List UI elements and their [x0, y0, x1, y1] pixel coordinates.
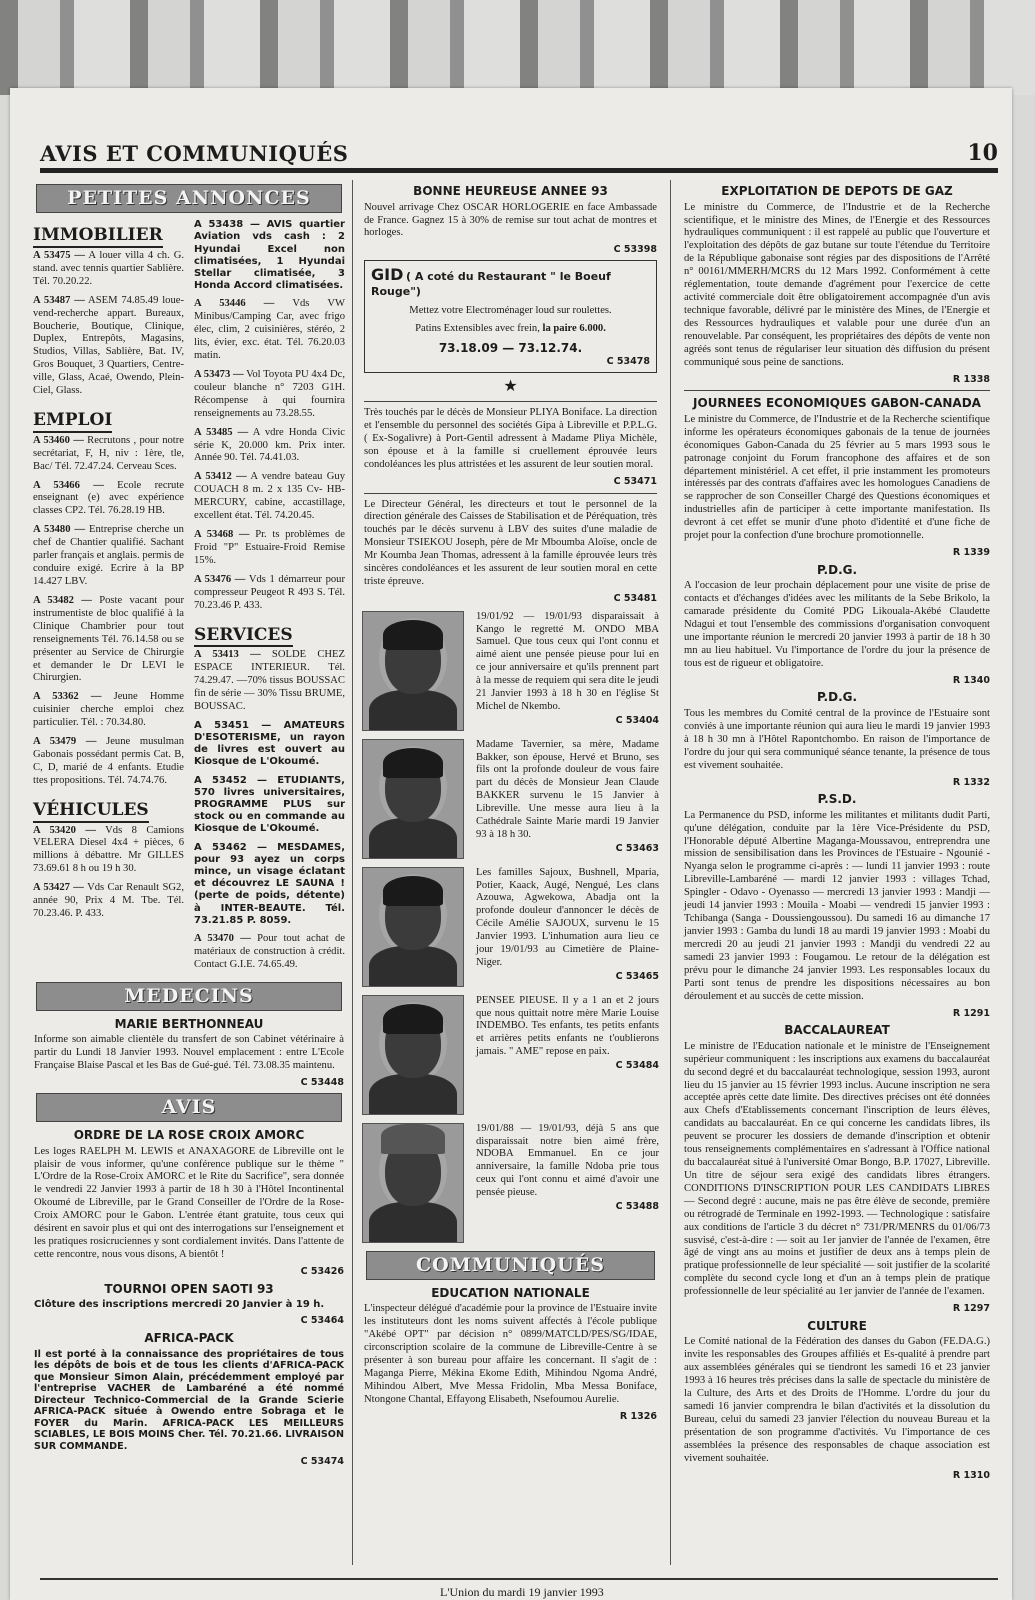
bac-ref: R 1297	[952, 1303, 990, 1315]
obituaries	[358, 611, 663, 1243]
ad-text: Vds Car Renault SG2, année 90, Prix 4 M. Tbe. Tél. 70.23.46. P. 433.	[33, 882, 184, 920]
gid-line-1: Mettez votre Electroménager loud sur roulettes.	[409, 304, 612, 316]
obituary-text-block	[464, 995, 659, 1115]
classified-ad	[194, 471, 345, 523]
section-communiques: COMMUNIQUÉS	[366, 1251, 655, 1280]
classified-ad	[194, 842, 345, 927]
classifieds-right	[189, 219, 350, 978]
classified-ad	[194, 369, 345, 421]
ad-text: Pour tout achat de matériaux de construction à crédit. Contact G.I.E. 74.65.49.	[194, 932, 345, 970]
obituary	[362, 1123, 659, 1243]
education-title: EDUCATION NATIONALE	[431, 1285, 590, 1300]
divider	[364, 401, 657, 402]
ad-text: ETUDIANTS, 570 livres universitaires, PROGRAMME PLUS sur stock ou en commande au Kiosque de L'Okoumé.	[194, 774, 345, 835]
gid-line-2-text: Patins Extensibles avec frein,	[415, 322, 543, 334]
classified-ad	[33, 524, 184, 589]
portrait-photo	[362, 611, 464, 731]
gaz-text: Le ministre du Commerce, de l'Industrie et de la Recherche scientifique, et le ministre des Mines, de l'Energie et des Ressources hydrauliques communiquent : il est rappelé au public que l'ouverture et l'exploitation des dépôts de gaz butane sur toute l'étendue du Territoire de la République gabonaise sont régies par des dispositions de l'Arrêté n° 00161/MMERH/MCRS du 12 Mars 1992. Conformément à cette réglementation, toute demande d'agrément pour l'exercice de cette activité commerciale doit être obligatoirement accompagnée d'un avis technique favorable, délivré par le ministère des Mines, de l'Energie et des Ressources hydrauliques et valable pour une durée d'un an renouvelable. Par conséquent, les propriétaires des dépôts de vente non agréés sont tenus de régulariser leur situation dès diffusion du présent communiqué sous peine de sanctions.	[684, 201, 990, 368]
ad-text: A vdre Honda Civic série K, 20.000 km. Prix inter. Année 90. Tél. 74.41.03.	[194, 426, 345, 464]
ad-text: A vendre bateau Guy COUACH 8 m. 2 x 135 Cv- HB- MERCURY, cabine, accastillage, excellent état. Tél. 74.20.45.	[194, 471, 345, 522]
journees-text: Le ministre du Commerce, de l'Industrie et de la Recherche scientifique informe les opérateurs économiques gabonais de la tenue de journées économiques Gabon-Canada du 25 février au 5 mars 1993 sous le patronage conjoint du Forum francophone des affaires et de son département ministériel. A cet effet, il prie instamment les promoteurs intéressés par des contrats d'affaires avec les homologues Canadiens de se rapprocher de son Conseiller Chargé des Questions économiques et industrielles afin de participer à cette importante manifestation. Ils devront à cet effet se munir d'une photo d'identité et d'une fiche de projet pour la confection d'une brochure promotionnelle.	[684, 413, 990, 542]
gid-price: la paire 6.000.	[542, 322, 606, 334]
classified-ad	[33, 435, 184, 474]
ad-code: A 53476 —	[194, 573, 246, 585]
obituary-ref: C 53484	[615, 1060, 659, 1072]
ad-code: A 53438 —	[194, 219, 260, 231]
tournoi-text: Clôture des inscriptions mercredi 20 Janvier à 19 h.	[34, 1299, 325, 1311]
ad-text: Vds VW Minibus/Camping Car, avec frigo élec, clim, 2 cuisinières, stéréo, 2 lits, évier, exc. état. Tél. 76.20.03 matin.	[194, 298, 345, 361]
classified-ad	[33, 825, 184, 877]
section-petites-annonces: PETITES ANNONCES	[36, 184, 342, 213]
column-right	[678, 180, 996, 1481]
caisse-ref: C 53481	[613, 593, 657, 605]
pdg2-ref: R 1332	[952, 776, 990, 788]
rose-croix-ref: C 53426	[300, 1265, 344, 1277]
journees-title: JOURNEES ECONOMIQUES GABON-CANADA	[693, 396, 981, 411]
page-number: 10	[967, 140, 998, 166]
category-vehicules: VÉHICULES	[33, 800, 149, 823]
medecins-text: Informe son aimable clientèle du transfert de son Cabinet vétérinaire à partir du Lundi 18 Janvier 1993. Nouvel emplacement : entre L'Ecole Française Blaise Pascal et les Bas de Gué-gué. Tél. 73.08.35 maintenu.	[34, 1034, 344, 1072]
classified-ad	[33, 736, 184, 788]
immobilier-list	[33, 250, 184, 398]
ad-text: A louer villa 4 ch. G. stand. avec tennis quartier Sablière. Tél. 70.20.22.	[33, 249, 184, 287]
emploi-list	[33, 435, 184, 788]
ad-code: A 53466 —	[33, 479, 104, 491]
ad-code: A 53487 —	[33, 294, 85, 306]
classified-ad	[194, 219, 345, 292]
star-icon: ★	[503, 377, 518, 395]
portrait-photo	[362, 867, 464, 987]
portrait-photo	[362, 995, 464, 1115]
ad-text: ASEM 74.85.49 loue-vend-recherche appart. Bureaux, Boucherie, Boutique, Clinique, Duplex, Entrepôts, Magasins, Studios, Villas, Sablière, Bat. IV, Gros Bouquet, 3 Quartiers, Centre-ville, Glass, Acaé, Owendo, Plein-Ciel, Glass.	[33, 294, 184, 397]
education-text: L'inspecteur délégué d'académie pour la province de l'Estuaire invite les instituteurs dont les noms suivent affectés à l'école publique "Akébé OPT" par décision n° 0899/MATCLD/PES/SG/IDAE, circonscription scolaire de la commune de Libreville-Centre à se présenter à son bureau pour affaire les concernant. Il s'agit de : Maganga Pierre, Mékina Ekome Edith, Mihindou Ngoma André, Mihindou Albert, Mve Messa Fridolin, Mba Messa Boniface, Ntongone Chantal, Effayong Elisabeth, Nsefoumou Aurelie.	[364, 1303, 657, 1405]
ad-code: A 53412 —	[194, 471, 247, 483]
section-medecins: MEDECINS	[36, 982, 342, 1011]
vehicle-ads-list	[194, 219, 345, 612]
divider	[684, 390, 990, 391]
classified-ad	[33, 882, 184, 921]
gid-phone: 73.18.09 — 73.12.74.	[438, 340, 583, 355]
ad-code: A 53420 —	[33, 824, 96, 836]
classified-ad	[194, 298, 345, 363]
gid-subtitle: ( A coté du Restaurant " le Boeuf Rouge")	[371, 269, 611, 298]
bonne-annee-ref: C 53398	[613, 244, 657, 256]
pdg2-title: P.D.G.	[816, 690, 858, 705]
ad-text: Poste vacant pour instrumentiste de bloc qualifié à la Clinique Chambrier pour tout renseignements Tél. 76.14.58 ou se présenter au Service de Chirurgie et demander le Dr LEVI le Chirurgien.	[33, 594, 184, 684]
obituary-text: PENSEE PIEUSE. Il y a 1 an et 2 jours que nous quittait notre mère Marie Louise INDEMBO. Tes enfants, tes petits enfants et arrières petits enfants ne t'oublierons jamais. " AME" repose en paix.	[476, 994, 659, 1058]
pdg2-text: Tous les membres du Comité central de la province de l'Estuaire sont conviés à une importante réunion qui aura lieu le mardi 19 janvier 1993 à 18 h 30 mn à l'Hôtel Rapontchombo. En raison de l'importance de l'ordre du jour qui sera communiqué séance tenante, la présence de tous est vivement souhaitée.	[684, 707, 990, 771]
psd-text: La Permanence du PSD, informe les militantes et militants dudit Parti, qu'une délégation, conduite par la 1ère Vice-Présidente du PSD, l'Honorable député Albertine Maganga-Moussavou, entreprendra une mission de sensibilisation dans les Provinces de l'Estuaire - Ngounié - Nyanga selon le programme ci-après : — lundi 11 janvier 1993 : route Libreville-Lambaréné — mardi 12 janvier 1993 : villages Tchad, Spingler - Odavo - Oyenasso — mercredi 13 janvier 1993 : Mandji — jeudi 14 janvier 1993 : Mouila - Moabi — vendredi 15 janvier 1993 : Tchibanga (Sanga - Doussiengoussou). Du samedi 16 au dimanche 17 janvier 1993 : Gamba du lundi 18 au mardi 19 janvier 1993 : Moabi du mercredi 20 au jeudi 21 janvier 1993 : Mandji du vendredi 22 au samedi 23 janvier 1993 : Fougamou. Le retour de la délégation est prévu pour le dimanche 24 janvier 1993. Les responsables locaux du Parti sont tenus de prendre les dispositions nécessaires au bon déroulement et au succès de cette mission.	[684, 809, 990, 1002]
bac-text: Le ministre de l'Education nationale et le ministre de l'Enseignement supérieur communiquent : les inscriptions aux examens du baccalauréat du second degré et du baccalauréat technologique, session 1993, auront lieu du 15 janvier au 15 février 1993 inclus. Aucune inscription ne sera acceptée après cette date limite. Des directives précises ont été données aux Chefs d'Etablissements concernant l'inscription de leurs élèves, candidats au baccalauréat. En ce qui concerne les candidats libres, ils peuvent se procurer les dossiers de demande d'inscription et obtenir tous renseignements complémentaires en s'adressant à l'Office national du baccalauréat situé à l'université Omar Bongo, B.P. 17027, Libreville. Un titre de séjour sera exigé des candidats libres étrangers. CONDITIONS D'INSCRIPTION POUR LES CANDIDATS LIBRES — Second degré : aucune, mais ne pas être élève de seconde, première ou rétrogradé de Terminale en 1992-1993. — Technologique : satisfaire aux conditions de l'article 3 du décret n° 731/PR/MENRS du 01/06/73 susvisé, c'est-à-dire : — soit au 1er janvier de l'année de l'examen, être âgé de vingt ans au moins et justifier de deux ans à temps plein de pratique professionnelle de leur spécialité — soit justifier de la scolarité complète du second cycle long et d'un an à temps plein de pratique professionnelle de leur spécialité au 1er janvier de l'année de l'examen.	[684, 1040, 990, 1298]
ad-code: A 53427 —	[33, 882, 84, 894]
gaz-title: EXPLOITATION DE DEPOTS DE GAZ	[721, 184, 953, 198]
rose-croix-text: Les loges RAELPH M. LEWIS et ANAXAGORE de Libreville ont le plaisir de vous informer, qu'une conférence publique sur le thème " L'Ordre de la Rose-Croix AMORC et le Rite du Sacrifice", sera donnée le vendredi 22 Janvier 1993 à partir de 18 h 30 à l'Hôtel Incontinental Okoumé de Libreville, par le Grand Conseiller de l'Ordre de la Rose-Croix AMORC pour le Gabon. L'entrée étant gratuite, tous ceux qui désirent en savoir plus et qui ont des interrogations sur l'enseignement et les pratiques rosicruciennes y sont cordialement invités. Dans l'attente de cette rencontre, nous vous disons, A bientôt !	[34, 1145, 344, 1260]
ad-text: AVIS quartier Aviation vds cash : 2 Hyundai Excel non climatisées, 1 Hyundai Stellar climatisée, 3 Honda Accord climatisées.	[194, 219, 345, 292]
ad-code: A 53473 —	[194, 368, 244, 380]
divider	[364, 493, 657, 494]
obituary-text: Madame Tavernier, sa mère, Madame Bakker, son épouse, Hervé et Bruno, ses fils ont la profonde douleur de vous faire part du décès de Monsieur Jean Claude BAKKER survenu le 15 Janvier à Libreville. Une messe aura lieu à la Cathédrale Sainte Marie mardi 19 Janvier 93 à 18 h 30.	[476, 738, 659, 841]
pliya-ref: C 53471	[613, 475, 657, 487]
ad-code: A 53462 —	[194, 841, 267, 853]
ad-text: MESDAMES, pour 93 ayez un corps mince, un visage éclatant et découvrez LE SAUNA ! (perte de poids, détente) à INTER-BEAUTE. Tél. 73.21.85 P. 8059.	[194, 841, 345, 926]
ad-text: Vds 1 démarreur pour compresseur Peugeot R 493 S. Tél. 70.23.46 P. 433.	[194, 573, 345, 611]
obituary-ref: C 53404	[615, 714, 659, 726]
category-services: SERVICES	[194, 625, 293, 648]
ad-text: AMATEURS D'ESOTERISME, un rayon de livres est ouvert au Kiosque de L'Okoumé.	[194, 719, 346, 768]
obituary-text-block	[464, 1123, 659, 1243]
portrait-photo	[362, 1123, 464, 1243]
ad-code: A 53480 —	[33, 524, 86, 536]
ad-text: Ecole recrute enseignant (e) avec expérience classes CP2. Tél. 76.28.19 HB.	[33, 479, 184, 517]
ad-code: A 53460 —	[33, 434, 84, 446]
pdg1-text: A l'occasion de leur prochain déplacement pour une visite de prise de contacts et d'échanges d'idées avec les militants de la Sebe Brikolo, la camarade présidente du Comité PDG Likouala-Akébé Claudette Ndagui et tout l'ensemble des commissions d'organisation convoquent une importante réunion le mercredi 20 janvier 1993 à partir de 18 h 30 mn au lieu habituel. Vu l'importance de l'ordre du jour la présence de tous est de rigueur et obligatoire.	[684, 580, 990, 669]
background-stripes	[0, 0, 1035, 95]
footer-rule	[40, 1578, 998, 1580]
column-left	[28, 180, 350, 1468]
obituary-text: Les familles Sajoux, Bushnell, Mparia, Potier, Kaack, Augé, Nengué, Les clans Azouwa, Agwekowa, Abadja ont la profonde douleur d'annoncer le décès de Cécile Amélie SAJOUX, survenu le 15 Janvier 1993. L'inhumation aura lieu ce jour 19/01/93 au Cimetière de Plaine-Niger.	[476, 866, 659, 969]
classified-ad	[194, 775, 345, 836]
column-divider	[670, 180, 671, 1565]
psd-title: P.S.D.	[817, 792, 857, 807]
ad-code: A 53452 —	[194, 774, 268, 786]
culture-text: Le Comité national de la Fédération des danses du Gabon (FE.DA.G.) invite les responsables des Groupes affiliés et Es-qualité à prendre part aux assemblées générales qui se tiendront les samedi 16 et 23 janvier 1993 à 16 heures très précises dans la salle de spectacle du ministère de la Culture, des Arts et des Droits de l'Homme. L'ordre du jour du samedi 16 janvier comprendra le bilan d'activités et la dissolution du Bureau, celui du samedi 23 janvier l'élection du nouveau Bureau et la présentation de son programme d'activités. Vu l'importance de ces assemblées la présence des responsables de chaque association est vivement souhaitée.	[684, 1336, 990, 1464]
gid-line-2	[371, 323, 650, 336]
medecins-ref: C 53448	[300, 1077, 344, 1089]
gaz-ref: R 1338	[952, 373, 990, 385]
obituary-ref: C 53463	[615, 842, 659, 854]
ad-code: A 53451 —	[194, 719, 272, 731]
tournoi-title: TOURNOI OPEN SAOTI 93	[104, 1281, 274, 1296]
obituary	[362, 867, 659, 987]
gid-ad-box	[364, 260, 657, 373]
bonne-annee-title: BONNE HEUREUSE ANNEE 93	[413, 184, 608, 198]
bonne-annee-text: Nouvel arrivage Chez OSCAR HORLOGERIE en face Ambassade de France. Gagnez 15 à 30% de remise sur tout achat de montres et horloges.	[364, 201, 657, 239]
obituary-text-block	[464, 611, 659, 731]
ad-text: Recrutons , pour notre secrétariat, F, H, niv : 1ère, tle, Bac/ Tél. 72.47.24. Cerveau Sces.	[33, 434, 184, 472]
page-header	[40, 138, 998, 173]
obituary	[362, 995, 659, 1115]
ad-code: A 53479 —	[33, 736, 97, 748]
obituary-ref: C 53488	[615, 1201, 659, 1213]
ad-text: Jeune musulman Gabonais possédant permis Cat. B, C, D, marié de 4 enfants. Etudie ttes propositions. Tél. 74.74.76.	[33, 736, 184, 786]
ad-text: Jeune Homme cuisinier cherche emploi chez particulier. Tél. : 70.34.80.	[33, 691, 184, 729]
section-avis: AVIS	[36, 1093, 342, 1122]
classified-ad	[33, 480, 184, 519]
culture-title: CULTURE	[807, 1318, 867, 1333]
classifieds	[28, 219, 350, 978]
ad-text: SOLDE CHEZ ESPACE INTERIEUR. Tél. 74.29.47. —70% tissus BOUSSAC fin de série — 30% Tissu BRUME, BOUSSAC.	[194, 649, 345, 712]
ad-code: A 53413 —	[194, 649, 261, 661]
ad-text: Pr. ts problèmes de Froid "P" Estuaire-Froid Remise 15%.	[194, 529, 345, 566]
caisse-text: Le Directeur Général, les directeurs et tout le personnel de la direction générale des Caisses de Stabilisation et de Péréquation, très touchés par le décès survenu à LBV des suites d'une maladie de Monsieur TSIEKOU Joseph, père de Mr Mboumba Aloïse, oncle de Mr Koumba Jean Thomas, adressent à la famille éprouvée leurs très sincères condoléances et les assurent de leur soutien moral en cette triste épreuve.	[364, 498, 657, 588]
culture-ref: R 1310	[952, 1469, 990, 1481]
ad-text: Vol Toyota PU 4x4 Dc, couleur blanche n° 7203 G1H. Récompense à qui fournira renseignements au 73.28.55.	[194, 368, 345, 419]
obituary-text-block	[464, 867, 659, 987]
psd-ref: R 1291	[952, 1007, 990, 1019]
journees-ref: R 1339	[952, 547, 990, 559]
tournoi-ref: C 53464	[300, 1315, 344, 1327]
obituary-text: 19/01/92 — 19/01/93 disparaissait à Kango le regretté M. ONDO MBA Samuel. Que tous ceux qui l'ont connu et aimé aient une pensée pieuse pour lui en ce jour anniversaire et qu'ils prennent part à la messe de requiem qui sera dite le jeudi 21 Janvier 1993 à 18 h 30 en l'église St Michel de Nkembo.	[476, 610, 659, 713]
ad-code: A 53482 —	[33, 594, 92, 606]
africa-pack-ref: C 53474	[300, 1456, 344, 1468]
ad-code: A 53446 —	[194, 298, 275, 310]
portrait-photo	[362, 739, 464, 859]
africa-pack-title: AFRICA-PACK	[144, 1330, 234, 1345]
obituary-text: 19/01/88 — 19/01/93, déjà 5 ans que disparaissait notre bien aimé frère, NDOBA Emmanuel. En ce jour anniversaire, la famille Ndoba prie tous ceux qui l'ont connu et aimé d'avoir une pensée pieuse.	[476, 1122, 659, 1199]
obituary-ref: C 53465	[615, 970, 659, 982]
classified-ad	[194, 933, 345, 972]
ad-text: Vds 8 Camions VELERA Diesel 4x4 + pièces, 6 millions à débattre. Mr GILLES 73.69.61 8 h ou 19 h 30.	[33, 824, 184, 875]
classified-ad	[33, 595, 184, 685]
category-immobilier: IMMOBILIER	[33, 225, 163, 248]
gid-ref: C 53478	[606, 356, 650, 368]
classified-ad	[194, 427, 345, 466]
classified-ad	[33, 295, 184, 398]
ad-code: A 53475 —	[33, 249, 86, 261]
pdg1-ref: R 1340	[952, 674, 990, 686]
medecins-title: MARIE BERTHONNEAU	[114, 1016, 264, 1031]
services-list	[194, 649, 345, 971]
classified-ad	[194, 649, 345, 714]
ad-code: A 53470 —	[194, 932, 251, 944]
column-middle	[358, 180, 663, 1422]
education-ref: R 1326	[619, 1410, 657, 1422]
newspaper-page	[10, 88, 1012, 1600]
obituary-text-block	[464, 739, 659, 859]
bac-title: BACCALAUREAT	[784, 1023, 890, 1038]
page-title: AVIS ET COMMUNIQUÉS	[40, 141, 349, 166]
vehicules-list	[33, 825, 184, 921]
column-divider	[352, 180, 353, 1565]
category-emploi: EMPLOI	[33, 410, 112, 433]
obituary	[362, 611, 659, 731]
page-footer: L'Union du mardi 19 janvier 1993	[440, 1585, 604, 1599]
classified-ad	[33, 250, 184, 289]
ad-code: A 53362 —	[33, 691, 102, 703]
classified-ad	[194, 574, 345, 613]
classifieds-left	[28, 219, 189, 978]
gid-name: GID	[371, 264, 404, 284]
classified-ad	[194, 529, 345, 568]
ad-code: A 53468 —	[194, 529, 250, 541]
africa-pack-text: Il est porté à la connaissance des propriétaires de tous les dépôts de bois et de tous les clients d'AFRICA-PACK que Monsieur Simon Alain, précédemment employé par l'entreprise VACHER de Lambaréné a été nommé Directeur Technico-Commercial de la Grande Scierie AFRICA-PACK située à Owendo entre Sobraga et le FOYER du Marin. AFRICA-PACK LES MEILLEURS SCIABLES, LE BOIS MOINS Cher. Tél. 70.21.66. LIVRAISON SUR COMMANDE.	[34, 1348, 344, 1452]
ad-code: A 53485 —	[194, 426, 249, 438]
classified-ad	[194, 720, 345, 769]
obituary	[362, 739, 659, 859]
rose-croix-title: ORDRE DE LA ROSE CROIX AMORC	[73, 1128, 305, 1142]
pliya-text: Très touchés par le décès de Monsieur PLIYA Boniface. La direction et l'ensemble du personnel des sociétés Gipa à Libreville et P.P.L.G. ( Ex-Sogalivre) à Port-Gentil adressent à Madame Pliya Michèle, son épouse et à la famille si cruellement éprouvée leurs condoléances les plus attristées et les assurent de leur soutien moral.	[364, 407, 657, 471]
ad-text: Entreprise cherche un chef de Chantier qualifié. Sachant parler français et anglais. permis de conduire exigé. Ecrire à la BP 14.427 LBV.	[33, 524, 184, 587]
pdg1-title: P.D.G.	[816, 562, 858, 577]
classified-ad	[33, 691, 184, 730]
